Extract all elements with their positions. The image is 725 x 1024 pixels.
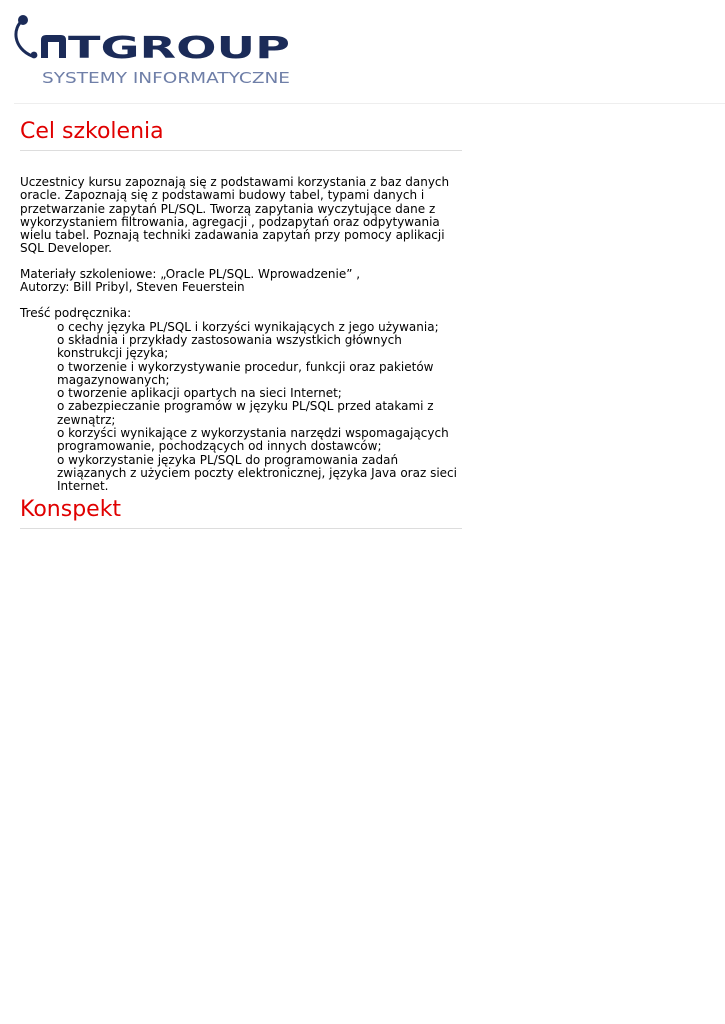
list-item: o wykorzystanie języka PL/SQL do programowania zadań związanych z użyciem poczty elektronicznej, języka Java oraz sieci Internet. xyxy=(57,452,457,494)
contents-list xyxy=(20,321,462,494)
list-item: o tworzenie aplikacji opartych na sieci Internet; xyxy=(57,386,342,401)
list-item: o korzyści wynikające z wykorzystania narzędzi wspomagających programowanie, pochodzących od innych dostawców; xyxy=(57,426,449,454)
list-item: o zabezpieczanie programów w języku PL/SQL przed atakami z zewnątrz; xyxy=(57,399,434,427)
list-item: o tworzenie i wykorzystywanie procedur, funkcji oraz pakietów magazynowanych; xyxy=(57,359,434,387)
materials-authors: Autorzy: Bill Pribyl, Steven Feuerstein xyxy=(20,280,245,295)
company-logo xyxy=(14,14,296,90)
contents-label: Treść podręcznika: xyxy=(20,306,132,321)
list-item: o cechy języka PL/SQL i korzyści wynikających z jego używania; xyxy=(57,319,439,334)
materials-title: Materiały szkoleniowe: „Oracle PL/SQL. Wprowadzenie” , xyxy=(20,266,361,281)
logo-brand-text: TGROUP xyxy=(68,31,290,66)
section-title-training-goal: Cel szkolenia xyxy=(20,116,462,151)
materials-paragraph xyxy=(20,268,462,295)
section-title-outline: Konspekt xyxy=(20,494,462,529)
logo-tagline: SYSTEMY INFORMATYCZNE xyxy=(42,69,290,87)
list-item: o składnia i przykłady zastosowania wszystkich głównych konstrukcji języka; xyxy=(57,332,402,361)
page-header xyxy=(0,0,725,104)
header-divider xyxy=(14,103,725,104)
intro-paragraph: Uczestnicy kursu zapoznają się z podstawami korzystania z baz danych oracle. Zapoznają się z podstawami budowy tabel, typami danych i przetwarzanie zapytań PL/SQL. Tworzą zapytania wyczytujące dane z wykorzystaniem filtrowania, agregacji , podzapytań oraz odpytywania wielu tabel. Poznają techniki zadawania zapytań przy pomocy aplikacji SQL Developer. xyxy=(20,175,450,256)
main-content xyxy=(20,116,462,529)
